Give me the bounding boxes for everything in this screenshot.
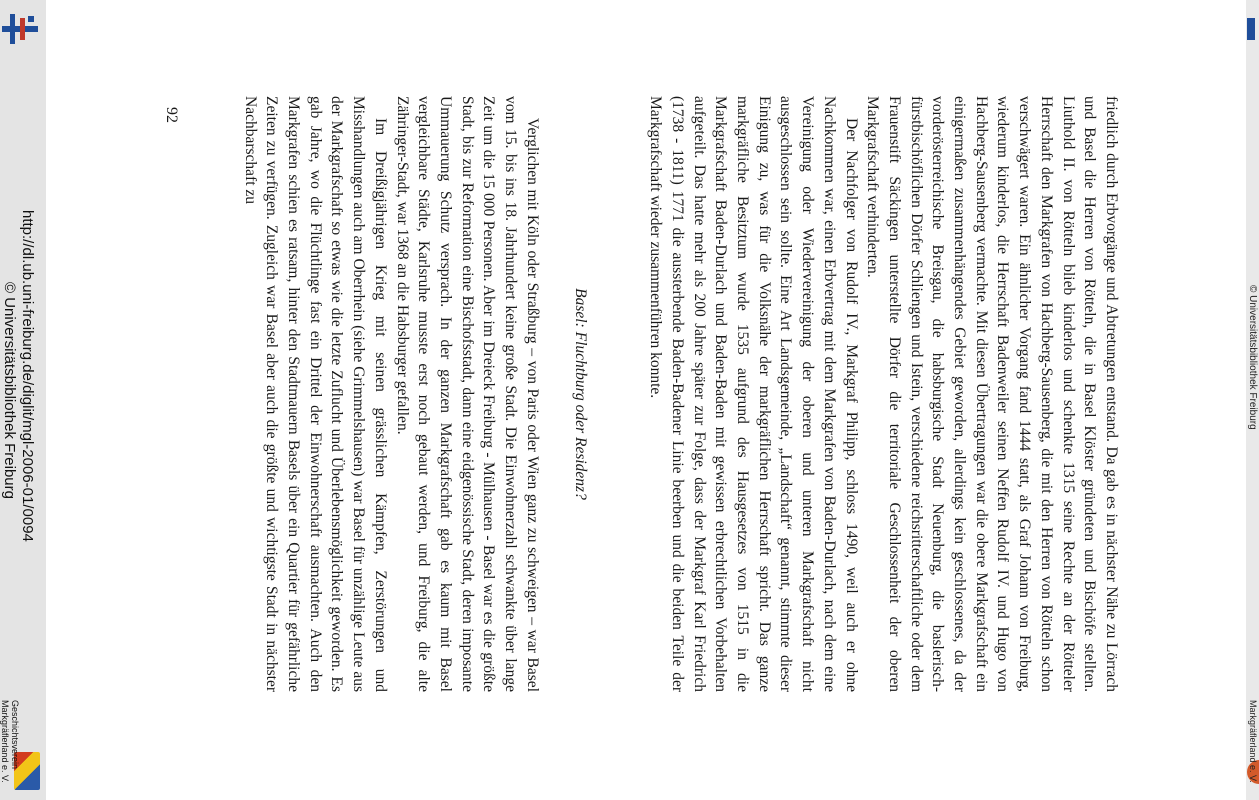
ub-freiburg-logo-icon xyxy=(2,14,38,44)
source-url[interactable]: http://dl.ub.uni-freiburg.de/diglit/mgl-2006-01/0094 xyxy=(19,210,36,542)
right-copyright: © Universitätsbibliothek Freiburg xyxy=(1247,285,1258,430)
page-number: 92 xyxy=(163,107,180,123)
society-line-1: Geschichtsverein xyxy=(10,700,20,770)
right-logo-icon xyxy=(1247,18,1255,40)
society-name xyxy=(0,700,20,783)
section-heading: Basel: Fluchtburg oder Residenz? xyxy=(571,288,589,500)
society-line-2: Markgräflerland e. V. xyxy=(0,700,10,783)
paragraph: Verglichen mit Köln oder Straßburg – von Paris oder Wien ganz zu schweigen – war Basel vom 15. bis ins 18. Jahrhundert keine große Stadt. Die Einwohnerzahl schwankte über lange Zeit um die 15 000 Personen. Aber im Dreieck Freiburg - Mülhausen - Basel war es die größte Stadt, bis zur Reformation eine Bischofsstadt, dann eine eidgenössische Stadt, deren imposante Ummauerung Schutz versprach. In der ganzen Markgrafschaft gab es kaum mit Basel vergleichbare Städte, Karlsruhe musste erst noch gebaut werden, und Freiburg, die alte Zähringer-Stadt, war 1368 an die Habsburger gefallen. xyxy=(393,96,541,692)
copyright-line: © Universitätsbibliothek Freiburg xyxy=(1,282,18,499)
paragraph: Im Dreißigjährigen Krieg mit seinen grässlichen Kämpfen, Zerstörungen und Misshandlungen auch am Oberrhein (siehe Grimmelshausen) war Basel für unzählige Leute aus der Markgrafschaft so etwas wie die letzte Zuflucht und Überlebensmöglichkeit geworden. Es gab Jahre, wo die Flüchtlinge fast ein Drittel der Einwohnerschaft ausmachten. Auch den Markgrafen schien es ratsam, hinter den Stadtmauern Basels über ein Quartier für gefährliche Zeiten zu verfügen. Zugleich war Basel aber auch die größte und wichtigste Stadt in nächster Nachbarschaft zu xyxy=(241,96,389,692)
paragraph: Der Nachfolger von Rudolf IV., Markgraf Philipp, schloss 1490, weil auch er ohne Nachkommen war, einen Erbvertrag mit dem Markgrafen von Baden-Durlach, nach dem eine Vereinigung oder Wiedervereinigung der oberen und unteren Markgrafschaft nicht ausgeschlossen sein sollte. Eine Art Landsgemeinde, „Landschaft“ genannt, stimmte dieser Einigung zu, was für die Volksnähe der markgräflichen Herrschaft spricht. Das ganze markgräfliche Besitztum wurde 1535 aufgrund des Hausgesetzes von 1515 in die Markgrafschaft Baden-Durlach und Baden-Baden mit gewissen erbrechtlichen Vorbehalten aufgeteilt. Das hatte mehr als 200 Jahre später zur Folge, dass der Markgraf Karl Friedrich (1738 - 1811) 1771 die aussterbende Baden-Badener Linie beerben und die beiden Teile der Markgrafschaft wieder zusammenführen konnte. xyxy=(647,96,860,692)
paragraph: friedlich durch Erbvorgänge und Abtretungen entstand. Da gab es in nächster Nähe zu Lörrach und Basel die Herren von Rötteln, die in Basel Klöster gründeten und Bischöfe stellten. Liuthold II. von Rötteln blieb kinderlos und schenkte 1315 seine Rechte an der Rötteler Herrschaft den Markgrafen von Hachberg-Sausenberg, die mit den Herren von Rötteln schon verschwägert waren. Ein ähnlicher Vorgang fand 1444 statt, als Graf Johann von Freiburg, wiederum kinderlos, die Herrschaft Badenweiler seinen Neffen Rudolf IV. und Hugo von Hachberg-Sausenberg vermachte. Mit diesen Übertragungen war die obere Markgrafschaft ein einigermaßen zusammenhängendes Gebiet geworden, allerdings kein geschlossenes, da der vorderösterreichische Breisgau, die habsburgische Stadt Neuenburg, die baslerisch-fürstbischöflichen Dörfer Schliengen und Istein, verschiedene reichsritterschaftliche oder dem Frauenstift Säckingen unterstellte Dörfer die territoriale Geschlossenheit der oberen Markgrafschaft verhinderten. xyxy=(864,96,1120,692)
right-society: Markgräflerland e. V. xyxy=(1248,700,1258,783)
page-body xyxy=(239,96,1122,692)
